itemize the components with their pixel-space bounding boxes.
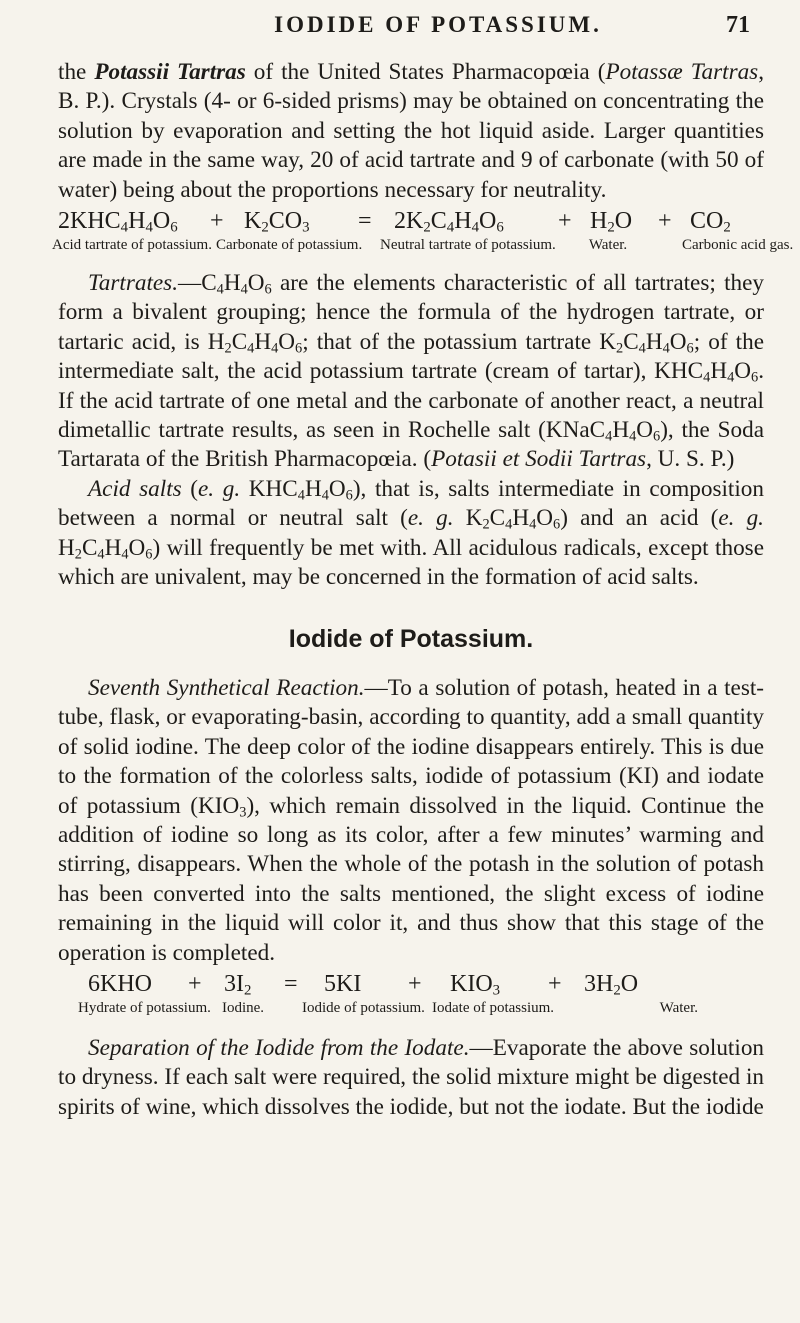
plus-sign: + bbox=[188, 970, 202, 997]
formula-neutral-tartrate: $2K_2C_4H_4O_6$ bbox=[394, 208, 504, 236]
formula-potassium-hydrate: 6KHO bbox=[88, 970, 152, 997]
label-hydrate: Hydrate of potassium. bbox=[78, 999, 211, 1016]
label-iodate: Iodate of potassium. bbox=[432, 999, 555, 1016]
plus-sign: + bbox=[408, 970, 422, 997]
formula-water: $3H_2O$ bbox=[584, 970, 639, 999]
plus-sign: + bbox=[548, 970, 562, 997]
formula-potassium-iodate: $KIO_3$ bbox=[450, 970, 501, 999]
label-carbonic-acid-gas: Carbonic acid gas. bbox=[682, 237, 794, 254]
formula-acid-tartrate: $2KHC_4H_4O_6$ bbox=[58, 208, 178, 236]
formula-potassium-carbonate: $K_2CO_3$ bbox=[244, 208, 310, 236]
label-water: Water. bbox=[659, 999, 698, 1016]
paragraph-separation: Separation of the Iodide from the Iodate.—Evaporate the above solution to dryness. If each salt were required, the solid mixture might be digested in spirits of wine, which dissolves the iodide, but not the iodate. But the iodide bbox=[58, 1034, 765, 1120]
equals-sign: = bbox=[284, 970, 298, 997]
paragraph-seventh-reaction: Seventh Synthetical Reaction.—To a solution of potash, heated in a test-tube, flask, or evaporating-basin, according to quantity, add a small quantity of solid iodine. The deep color of the iodine disappears entirely. This is due to the formation of the colorless salts, iodide of potassium (KI) and iodate of potassium $(KIO_3)$, which remain dissolved in the liquid. Continue the addition of iodine so long as its color, after a few minutes’ warming and stirring, disappears. When the whole of the potash in the solution of potash has been converted into the salts mentioned, the slight excess of iodine remaining in the liquid will color it, and thus show that this stage of the operation is completed. bbox=[58, 674, 765, 966]
section-heading: Iodide of Potassium. bbox=[288, 624, 534, 653]
label-iodine: Iodine. bbox=[221, 999, 265, 1016]
paragraph-acid-salts: Acid salts (e. g. $KHC_4H_4O_6$), that is, salts intermediate in composition between a normal or neutral salt (e. g. $K_2C_4H_4O_6$) and an acid (e. g. $H_2C_4H_4O_6$) will frequently be met with. All acidulous radicals, except those which are univalent, may be concerned in the formation of acid salts. bbox=[58, 475, 764, 591]
plus-sign: + bbox=[210, 208, 224, 235]
equation-tartrate bbox=[52, 207, 794, 269]
label-neutral-tartrate: Neutral tartrate of potassium. bbox=[380, 237, 556, 254]
plus-sign: + bbox=[558, 208, 572, 235]
formula-iodine: $3I_2$ bbox=[224, 970, 252, 999]
paragraph-potassium-tartrate: the Potassii Tartras of the United States Pharmacopœia (Potassæ Tartras, B. P.). Crystals (4- or 6-sided prisms) may be obtained on concentrating the solution by evaporation and setting the hot liquid aside. Larger quantities are made in the same way, 20 of acid tartrate and 9 of carbonate (with 50 of water) being about the proportions necessary for neutrality. bbox=[58, 59, 765, 203]
equals-sign: = bbox=[358, 208, 372, 235]
page-body bbox=[52, 58, 794, 1122]
label-acid-tartrate: Acid tartrate of potassium. bbox=[52, 237, 212, 254]
plus-sign: + bbox=[658, 208, 672, 235]
label-iodide: Iodide of potassium. bbox=[302, 999, 425, 1016]
paragraph-tartrates: $Tartrates.—C_4H_4O_6$ are the elements characteristic of all tartrates; they form a bivalent grouping; hence the formula of the hydrogen tartrate, or tartaric acid, is $H_2C_4H_4O_6$; that of the potassium tartrate $K_2C_4H_4O_6$; of the intermediate salt, the acid potassium tartrate (cream of tartar), $KHC_4H_4O_6$. If the acid tartrate of one metal and the carbonate of another react, a neutral dimetallic tartrate results, as seen in Rochelle salt $(KNaC_4H_4O_6)$, the Soda Tartarata of the British Pharmacopœia. (Potasii et Sodii Tartras, U. S. P.) bbox=[58, 270, 764, 473]
page-header bbox=[58, 12, 760, 52]
label-water: Water. bbox=[588, 237, 628, 254]
page-number: 71 bbox=[726, 12, 750, 38]
label-carbonate: Carbonate of potassium. bbox=[216, 237, 363, 254]
formula-carbonic-acid: $CO_2$ bbox=[690, 208, 731, 236]
formula-potassium-iodide: 5KI bbox=[324, 970, 362, 997]
equation-iodide bbox=[78, 970, 764, 1034]
formula-water: $H_2O$ bbox=[590, 208, 633, 236]
running-head: IODIDE OF POTASSIUM. bbox=[274, 12, 602, 37]
